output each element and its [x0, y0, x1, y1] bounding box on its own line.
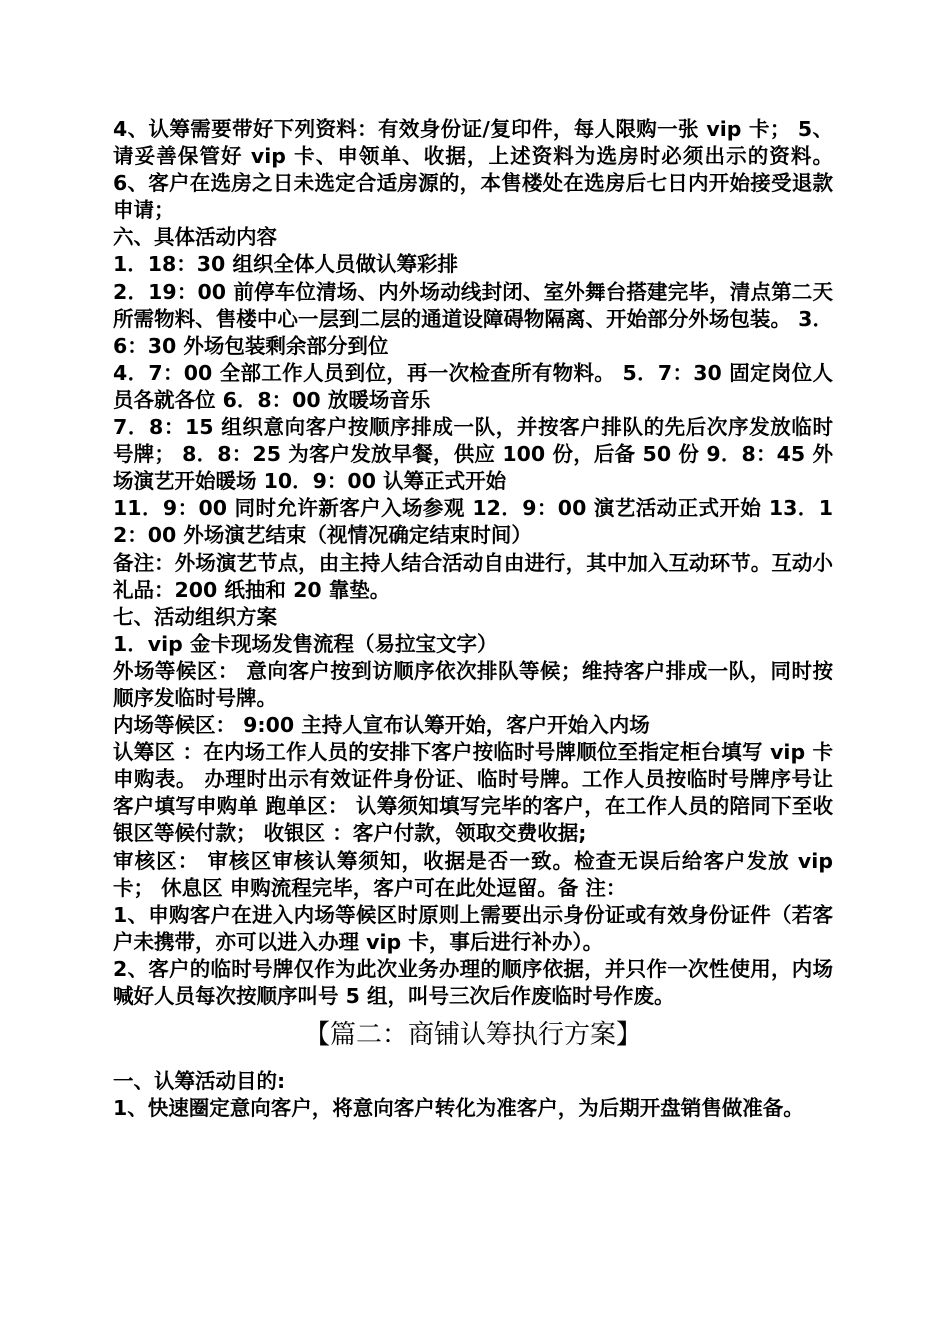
schedule-item-4-6: 4．7：00 全部工作人员到位，再一次检查所有物料。 5．7：30 固定岗位人员各就各位 6．8：00 放暖场音乐 — [113, 360, 833, 412]
inner-waiting-area: 内场等候区： 9:00 主持人宣布认筹开始，客户开始入内场 — [113, 713, 650, 738]
vip-sale-process-title: 1．vip 金卡现场发售流程（易拉宝文字） — [113, 631, 498, 656]
schedule-item-11-13: 11．9：00 同时允许新客户入场参观 12．9：00 演艺活动正式开始 13．12：00 外场演艺结束（视情况确定结束时间） — [113, 496, 833, 548]
section-title-part-two: 【篇二：商铺认筹执行方案】 — [303, 1020, 642, 1051]
schedule-item-7-10: 7．8：15 组织意向客户按顺序排成一队，并按客户排队的先后次序发放临时号牌； 8．8：25 为客户发放早餐，供应 100 份，后备 50 份 9．8：45 外场演艺开始暖场 10．9：00 认筹正式开始 — [113, 415, 833, 494]
note-1-id-required: 1、申购客户在进入内场等候区时原则上需要出示身份证或有效身份证件（若客 户未携带，亦可以进入办理 vip 卡，事后进行补办）。 — [113, 902, 833, 954]
note-performance: 备注：外场演艺节点，由主持人结合活动自由进行，其中加入互动环节。互动小礼品：200 纸抽和 20 靠垫。 — [113, 550, 833, 602]
heading-subscription-purpose: 一、认筹活动目的: — [113, 1069, 286, 1094]
schedule-item-2-3: 2．19：00 前停车位清场、内外场动线封闭、室外舞台搭建完毕，清点第二天所需物料、售楼中心一层到二层的通道设障碍物隔离、开始部分外场包装。 3．6：30 外场包装剩余部分到位 — [113, 279, 833, 358]
document-body — [113, 116, 833, 1122]
schedule-item-1: 1．18：30 组织全体人员做认筹彩排 — [113, 252, 458, 277]
purpose-item-1: 1、快速圈定意向客户，将意向客户转化为准客户，为后期开盘销售做准备。 — [113, 1096, 804, 1121]
note-2-temporary-number: 2、客户的临时号牌仅作为此次业务办理的顺序依据，并只作一次性使用，内场喊好人员每次按顺序叫号 5 组，叫号三次后作废临时号作废。 — [113, 956, 833, 1008]
outer-waiting-area: 外场等候区： 意向客户按到访顺序依次排队等候；维持客户排成一队，同时按顺序发临时号牌。 — [113, 658, 833, 710]
paragraph-required-documents: 4、认筹需要带好下列资料：有效身份证/复印件，每人限购一张 vip 卡； 5、请妥善保管好 vip 卡、申领单、收据，上述资料为选房时必须出示的资料。 6、客户在选房之日未选定合适房源的，本售楼处在选房后七日内开始接受退款申请； — [113, 117, 833, 223]
heading-activity-content: 六、具体活动内容 — [113, 225, 277, 250]
review-area: 审核区： 审核区审核认筹须知，收据是否一致。检查无误后给客户发放 vip 卡； 休息区 申购流程完毕，客户可在此处逗留。备 注： — [113, 848, 833, 900]
subscription-area: 认筹区 ：在内场工作人员的安排下客户按临时号牌顺位至指定柜台填写 vip 卡申购表。 办理时出示有效证件身份证、临时号牌。工作人员按临时号牌序号让客户填写申购单 跑单区： 认筹须知填写完毕的客户，在工作人员的陪同下至收银区等候付款； 收银区 ：客户付款，领取交费收据; — [113, 740, 833, 846]
heading-organization-plan: 七、活动组织方案 — [113, 604, 277, 629]
